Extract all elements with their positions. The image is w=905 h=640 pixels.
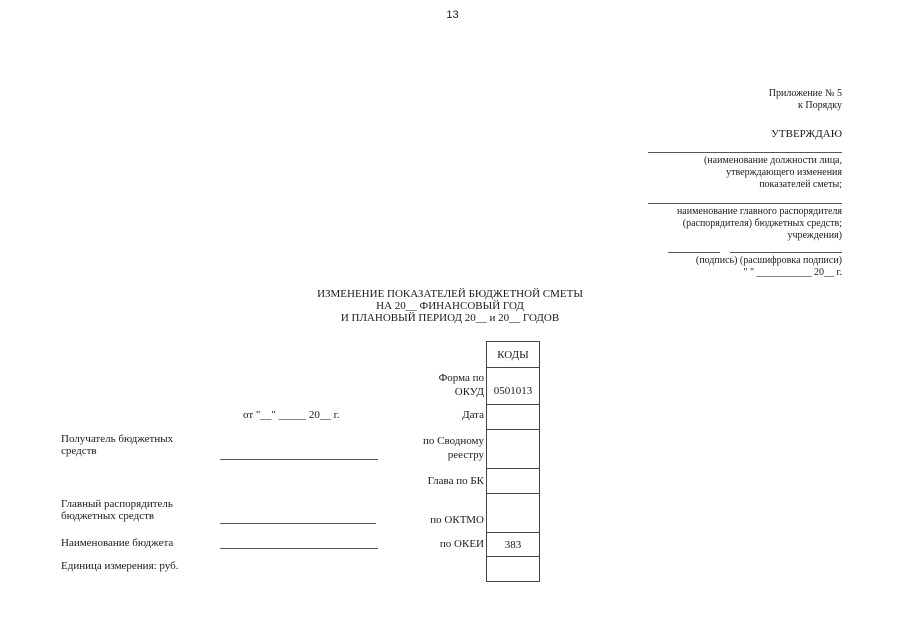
- codes-table: [486, 341, 540, 582]
- chief-manager-line: [220, 523, 376, 524]
- date-label: Дата: [462, 409, 484, 421]
- okud-label-line-1: Форма по: [438, 372, 484, 384]
- okud-label: [380, 372, 484, 398]
- manager-note-1: наименование главного распорядителя: [676, 206, 842, 217]
- date-from: от "__" _____ 20__ г.: [243, 409, 340, 421]
- code-registry: [487, 430, 539, 469]
- title-line-1: ИЗМЕНЕНИЕ ПОКАЗАТЕЛЕЙ БЮДЖЕТНОЙ СМЕТЫ: [317, 288, 583, 300]
- registry-label-line-1: по Сводному: [422, 435, 484, 447]
- chief-manager-label-line-2: бюджетных средств: [61, 510, 155, 522]
- document-title: [250, 288, 650, 324]
- signature-line: [668, 252, 720, 253]
- budget-name-label: Наименование бюджета: [61, 537, 174, 549]
- recipient-label-line-2: средств: [61, 445, 97, 457]
- appendix-order: к Порядку: [798, 100, 842, 111]
- page-number: 13: [446, 9, 459, 21]
- unit-label: Единица измерения: руб.: [61, 560, 179, 572]
- code-extra: [487, 557, 539, 582]
- okei-label: по ОКЕИ: [439, 538, 484, 550]
- budget-name-line: [220, 548, 378, 549]
- code-okud: 0501013: [487, 368, 539, 405]
- registry-label-line-2: реестру: [447, 449, 484, 461]
- position-line: [648, 152, 842, 153]
- code-okei: 383: [487, 533, 539, 557]
- title-line-2: НА 20__ ФИНАНСОВЫЙ ГОД: [376, 300, 524, 312]
- signature-note: (подпись) (расшифровка подписи): [695, 255, 842, 266]
- chief-manager-label-line-1: Главный распорядитель: [61, 498, 173, 510]
- oktmo-label: по ОКТМО: [430, 514, 484, 526]
- approve-title: УТВЕРЖДАЮ: [771, 128, 842, 140]
- code-date: [487, 405, 539, 430]
- code-oktmo: [487, 494, 539, 533]
- approve-date: " " ___________ 20__ г.: [743, 267, 842, 278]
- recipient-label: [61, 433, 173, 457]
- title-line-3: И ПЛАНОВЫЙ ПЕРИОД 20__ и 20__ ГОДОВ: [340, 312, 560, 324]
- recipient-line: [220, 459, 378, 460]
- signature-decoding-line: [730, 252, 842, 253]
- okud-label-line-2: ОКУД: [454, 386, 484, 398]
- chief-manager-label: [61, 498, 173, 522]
- registry-label: [380, 435, 484, 461]
- codes-header: КОДЫ: [487, 342, 539, 368]
- appendix-label: Приложение № 5: [768, 88, 842, 99]
- recipient-label-line-1: Получатель бюджетных: [61, 433, 174, 445]
- chapter-label: Глава по БК: [427, 475, 484, 487]
- code-chapter: [487, 469, 539, 494]
- manager-line: [648, 203, 842, 204]
- position-note-2: утверждающего изменения: [726, 167, 842, 178]
- manager-note-3: учреждения): [787, 230, 842, 241]
- manager-note-2: (распорядителя) бюджетных средств;: [682, 218, 842, 229]
- position-note-3: показателей сметы;: [759, 179, 842, 190]
- position-note-1: (наименование должности лица,: [703, 155, 842, 166]
